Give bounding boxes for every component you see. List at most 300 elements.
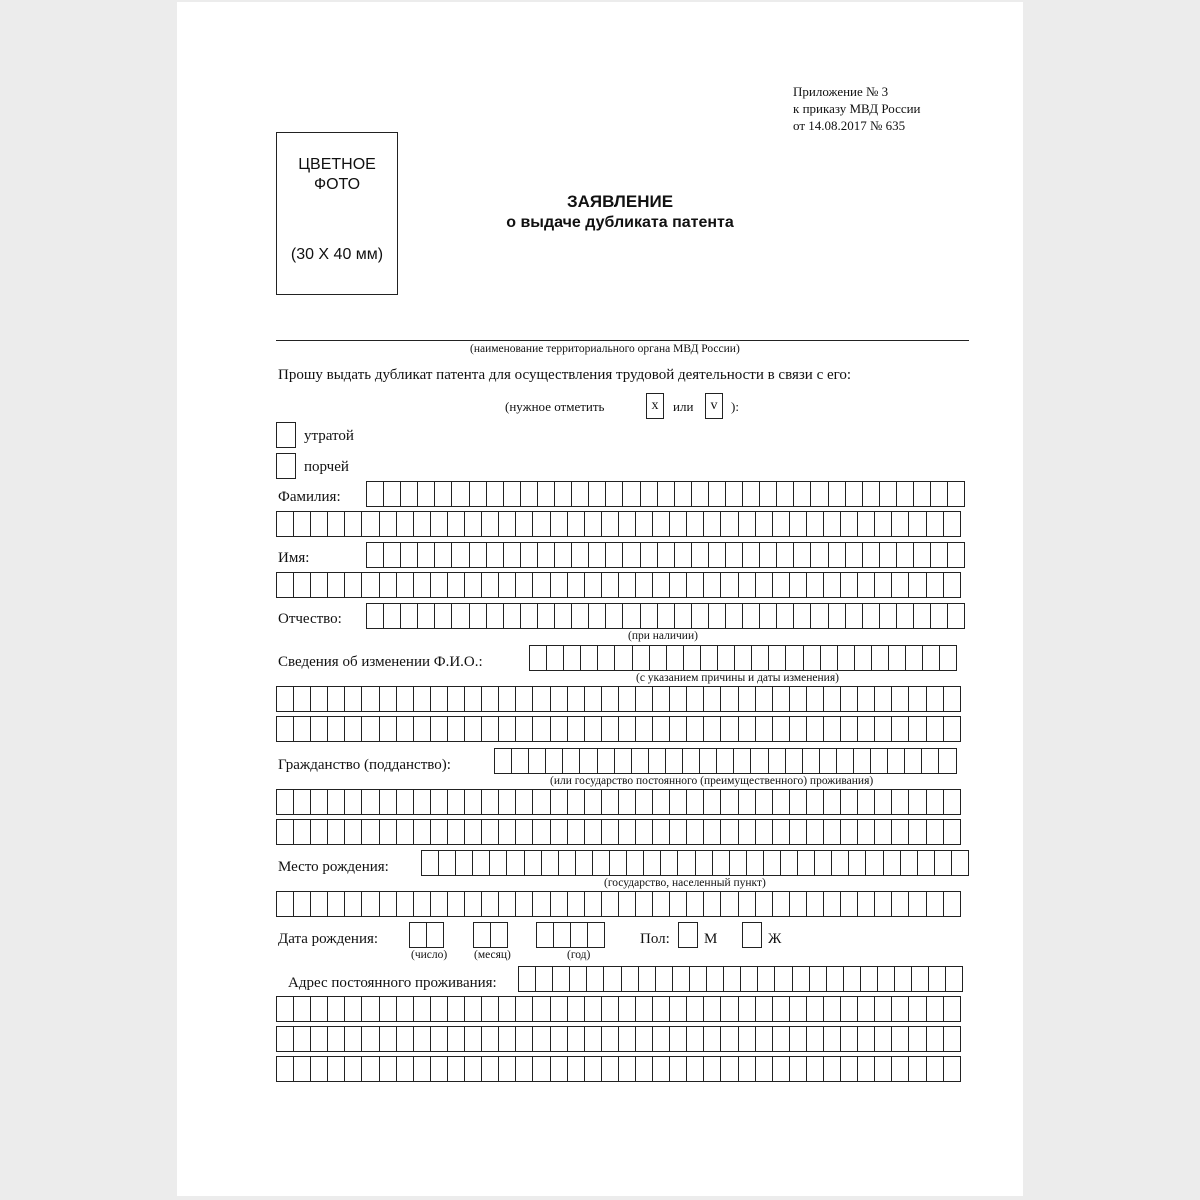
- char-cell[interactable]: [756, 996, 773, 1022]
- char-cell[interactable]: [568, 511, 585, 537]
- char-cell[interactable]: [670, 819, 687, 845]
- char-cell[interactable]: [704, 819, 721, 845]
- char-cell[interactable]: [824, 572, 841, 598]
- char-cell[interactable]: [909, 891, 926, 917]
- char-cell[interactable]: [952, 850, 969, 876]
- char-cell[interactable]: [345, 1056, 362, 1082]
- char-cell[interactable]: [855, 645, 872, 671]
- char-cell[interactable]: [619, 1026, 636, 1052]
- char-cell[interactable]: [482, 686, 499, 712]
- address-cells-1[interactable]: [518, 966, 963, 992]
- char-cell[interactable]: [687, 789, 704, 815]
- char-cell[interactable]: [362, 1056, 379, 1082]
- char-cell[interactable]: [448, 572, 465, 598]
- char-cell[interactable]: [452, 542, 469, 568]
- surname-cells-1[interactable]: [366, 481, 965, 507]
- char-cell[interactable]: [487, 603, 504, 629]
- char-cell[interactable]: [912, 966, 929, 992]
- char-cell[interactable]: [345, 996, 362, 1022]
- char-cell[interactable]: [709, 603, 726, 629]
- char-cell[interactable]: [551, 891, 568, 917]
- char-cell[interactable]: [551, 789, 568, 815]
- char-cell[interactable]: [807, 572, 824, 598]
- char-cell[interactable]: [849, 850, 866, 876]
- char-cell[interactable]: [777, 481, 794, 507]
- char-cell[interactable]: [482, 891, 499, 917]
- char-cell[interactable]: [824, 686, 841, 712]
- char-cell[interactable]: [482, 1026, 499, 1052]
- char-cell[interactable]: [397, 1056, 414, 1082]
- char-cell[interactable]: [721, 511, 738, 537]
- char-cell[interactable]: [687, 819, 704, 845]
- char-cell[interactable]: [718, 645, 735, 671]
- char-cell[interactable]: [704, 789, 721, 815]
- char-cell[interactable]: [760, 603, 777, 629]
- char-cell[interactable]: [670, 789, 687, 815]
- char-cell[interactable]: [362, 686, 379, 712]
- char-cell[interactable]: [653, 996, 670, 1022]
- char-cell[interactable]: [525, 850, 542, 876]
- char-cell[interactable]: [897, 542, 914, 568]
- char-cell[interactable]: [841, 891, 858, 917]
- char-cell[interactable]: [572, 481, 589, 507]
- char-cell[interactable]: [568, 891, 585, 917]
- char-cell[interactable]: [311, 891, 328, 917]
- char-cell[interactable]: [589, 481, 606, 507]
- char-cell[interactable]: [397, 789, 414, 815]
- char-cell[interactable]: [667, 645, 684, 671]
- char-cell[interactable]: [414, 716, 431, 742]
- sex-female-checkbox[interactable]: [742, 922, 762, 948]
- char-cell[interactable]: [277, 572, 294, 598]
- char-cell[interactable]: [944, 1056, 961, 1082]
- char-cell[interactable]: [721, 891, 738, 917]
- char-cell[interactable]: [858, 511, 875, 537]
- char-cell[interactable]: [875, 1026, 892, 1052]
- char-cell[interactable]: [380, 789, 397, 815]
- char-cell[interactable]: [551, 1026, 568, 1052]
- char-cell[interactable]: [739, 996, 756, 1022]
- char-cell[interactable]: [790, 996, 807, 1022]
- char-cell[interactable]: [367, 481, 384, 507]
- char-cell[interactable]: [487, 542, 504, 568]
- char-cell[interactable]: [653, 511, 670, 537]
- char-cell[interactable]: [380, 511, 397, 537]
- char-cell[interactable]: [367, 603, 384, 629]
- char-cell[interactable]: [362, 996, 379, 1022]
- char-cell[interactable]: [581, 645, 598, 671]
- char-cell[interactable]: [311, 686, 328, 712]
- char-cell[interactable]: [619, 1056, 636, 1082]
- char-cell[interactable]: [641, 603, 658, 629]
- char-cell[interactable]: [482, 996, 499, 1022]
- char-cell[interactable]: [739, 789, 756, 815]
- char-cell[interactable]: [773, 819, 790, 845]
- char-cell[interactable]: [692, 481, 709, 507]
- char-cell[interactable]: [735, 645, 752, 671]
- char-cell[interactable]: [884, 850, 901, 876]
- char-cell[interactable]: [670, 1056, 687, 1082]
- char-cell[interactable]: [551, 686, 568, 712]
- char-cell[interactable]: [892, 572, 909, 598]
- char-cell[interactable]: [940, 645, 957, 671]
- char-cell[interactable]: [687, 511, 704, 537]
- char-cell[interactable]: [670, 1026, 687, 1052]
- char-cell[interactable]: [499, 819, 516, 845]
- reason-damage-checkbox[interactable]: [276, 453, 296, 479]
- char-cell[interactable]: [551, 996, 568, 1022]
- char-cell[interactable]: [687, 1056, 704, 1082]
- char-cell[interactable]: [585, 996, 602, 1022]
- char-cell[interactable]: [841, 511, 858, 537]
- char-cell[interactable]: [414, 572, 431, 598]
- char-cell[interactable]: [448, 996, 465, 1022]
- char-cell[interactable]: [769, 645, 786, 671]
- char-cell[interactable]: [704, 572, 721, 598]
- char-cell[interactable]: [639, 966, 656, 992]
- address-cells-4[interactable]: [276, 1056, 961, 1082]
- char-cell[interactable]: [700, 748, 717, 774]
- char-cell[interactable]: [687, 996, 704, 1022]
- char-cell[interactable]: [875, 686, 892, 712]
- char-cell[interactable]: [807, 891, 824, 917]
- char-cell[interactable]: [431, 789, 448, 815]
- char-cell[interactable]: [807, 819, 824, 845]
- char-cell[interactable]: [909, 511, 926, 537]
- char-cell[interactable]: [504, 542, 521, 568]
- char-cell[interactable]: [622, 966, 639, 992]
- char-cell[interactable]: [397, 996, 414, 1022]
- char-cell[interactable]: [909, 686, 926, 712]
- char-cell[interactable]: [790, 1026, 807, 1052]
- char-cell[interactable]: [418, 542, 435, 568]
- char-cell[interactable]: [580, 748, 597, 774]
- char-cell[interactable]: [499, 1026, 516, 1052]
- char-cell[interactable]: [397, 819, 414, 845]
- char-cell[interactable]: [914, 542, 931, 568]
- char-cell[interactable]: [311, 572, 328, 598]
- char-cell[interactable]: [482, 716, 499, 742]
- char-cell[interactable]: [858, 819, 875, 845]
- char-cell[interactable]: [675, 603, 692, 629]
- char-cell[interactable]: [537, 922, 554, 948]
- char-cell[interactable]: [516, 819, 533, 845]
- char-cell[interactable]: [690, 966, 707, 992]
- char-cell[interactable]: [414, 891, 431, 917]
- char-cell[interactable]: [944, 511, 961, 537]
- char-cell[interactable]: [277, 1056, 294, 1082]
- char-cell[interactable]: [807, 1056, 824, 1082]
- char-cell[interactable]: [533, 789, 550, 815]
- char-cell[interactable]: [888, 748, 905, 774]
- char-cell[interactable]: [277, 511, 294, 537]
- char-cell[interactable]: [602, 716, 619, 742]
- char-cell[interactable]: [538, 481, 555, 507]
- char-cell[interactable]: [422, 850, 439, 876]
- char-cell[interactable]: [448, 819, 465, 845]
- char-cell[interactable]: [465, 1056, 482, 1082]
- char-cell[interactable]: [516, 1056, 533, 1082]
- char-cell[interactable]: [516, 789, 533, 815]
- char-cell[interactable]: [931, 542, 948, 568]
- char-cell[interactable]: [465, 572, 482, 598]
- char-cell[interactable]: [448, 716, 465, 742]
- char-cell[interactable]: [516, 1026, 533, 1052]
- char-cell[interactable]: [362, 572, 379, 598]
- char-cell[interactable]: [294, 789, 311, 815]
- char-cell[interactable]: [568, 996, 585, 1022]
- char-cell[interactable]: [448, 686, 465, 712]
- char-cell[interactable]: [687, 716, 704, 742]
- char-cell[interactable]: [948, 603, 965, 629]
- char-cell[interactable]: [623, 481, 640, 507]
- char-cell[interactable]: [775, 966, 792, 992]
- char-cell[interactable]: [794, 481, 811, 507]
- char-cell[interactable]: [470, 481, 487, 507]
- char-cell[interactable]: [277, 789, 294, 815]
- char-cell[interactable]: [760, 542, 777, 568]
- char-cell[interactable]: [294, 511, 311, 537]
- char-cell[interactable]: [448, 1026, 465, 1052]
- char-cell[interactable]: [606, 481, 623, 507]
- char-cell[interactable]: [649, 748, 666, 774]
- char-cell[interactable]: [538, 542, 555, 568]
- char-cell[interactable]: [414, 819, 431, 845]
- char-cell[interactable]: [512, 748, 529, 774]
- char-cell[interactable]: [794, 603, 811, 629]
- char-cell[interactable]: [499, 572, 516, 598]
- char-cell[interactable]: [739, 511, 756, 537]
- char-cell[interactable]: [721, 572, 738, 598]
- char-cell[interactable]: [756, 789, 773, 815]
- char-cell[interactable]: [811, 603, 828, 629]
- char-cell[interactable]: [844, 966, 861, 992]
- char-cell[interactable]: [362, 1026, 379, 1052]
- char-cell[interactable]: [922, 748, 939, 774]
- char-cell[interactable]: [927, 819, 944, 845]
- char-cell[interactable]: [824, 891, 841, 917]
- char-cell[interactable]: [435, 481, 452, 507]
- char-cell[interactable]: [841, 716, 858, 742]
- char-cell[interactable]: [704, 891, 721, 917]
- char-cell[interactable]: [650, 645, 667, 671]
- char-cell[interactable]: [610, 850, 627, 876]
- char-cell[interactable]: [465, 819, 482, 845]
- char-cell[interactable]: [895, 966, 912, 992]
- char-cell[interactable]: [553, 966, 570, 992]
- char-cell[interactable]: [414, 1026, 431, 1052]
- char-cell[interactable]: [653, 686, 670, 712]
- char-cell[interactable]: [482, 511, 499, 537]
- char-cell[interactable]: [829, 542, 846, 568]
- char-cell[interactable]: [758, 966, 775, 992]
- char-cell[interactable]: [465, 511, 482, 537]
- char-cell[interactable]: [482, 572, 499, 598]
- char-cell[interactable]: [536, 966, 553, 992]
- char-cell[interactable]: [602, 1056, 619, 1082]
- char-cell[interactable]: [743, 481, 760, 507]
- char-cell[interactable]: [551, 716, 568, 742]
- name-change-cells-1[interactable]: [529, 645, 957, 671]
- char-cell[interactable]: [692, 603, 709, 629]
- char-cell[interactable]: [546, 748, 563, 774]
- char-cell[interactable]: [602, 996, 619, 1022]
- char-cell[interactable]: [875, 716, 892, 742]
- address-cells-2[interactable]: [276, 996, 961, 1022]
- char-cell[interactable]: [875, 996, 892, 1022]
- char-cell[interactable]: [875, 891, 892, 917]
- char-cell[interactable]: [794, 542, 811, 568]
- char-cell[interactable]: [636, 996, 653, 1022]
- char-cell[interactable]: [858, 891, 875, 917]
- char-cell[interactable]: [892, 996, 909, 1022]
- char-cell[interactable]: [615, 748, 632, 774]
- char-cell[interactable]: [380, 686, 397, 712]
- char-cell[interactable]: [777, 603, 794, 629]
- char-cell[interactable]: [909, 1026, 926, 1052]
- char-cell[interactable]: [636, 1056, 653, 1082]
- char-cell[interactable]: [696, 850, 713, 876]
- char-cell[interactable]: [914, 603, 931, 629]
- char-cell[interactable]: [653, 572, 670, 598]
- char-cell[interactable]: [380, 1056, 397, 1082]
- char-cell[interactable]: [328, 572, 345, 598]
- char-cell[interactable]: [790, 819, 807, 845]
- char-cell[interactable]: [619, 686, 636, 712]
- char-cell[interactable]: [673, 966, 690, 992]
- char-cell[interactable]: [773, 996, 790, 1022]
- char-cell[interactable]: [721, 1056, 738, 1082]
- char-cell[interactable]: [846, 481, 863, 507]
- char-cell[interactable]: [623, 603, 640, 629]
- char-cell[interactable]: [927, 789, 944, 815]
- char-cell[interactable]: [530, 645, 547, 671]
- char-cell[interactable]: [555, 542, 572, 568]
- birth-month-cells[interactable]: [473, 922, 508, 948]
- char-cell[interactable]: [918, 850, 935, 876]
- char-cell[interactable]: [892, 511, 909, 537]
- char-cell[interactable]: [516, 996, 533, 1022]
- char-cell[interactable]: [452, 603, 469, 629]
- char-cell[interactable]: [807, 686, 824, 712]
- char-cell[interactable]: [602, 1026, 619, 1052]
- char-cell[interactable]: [653, 789, 670, 815]
- char-cell[interactable]: [756, 572, 773, 598]
- char-cell[interactable]: [367, 542, 384, 568]
- char-cell[interactable]: [704, 686, 721, 712]
- char-cell[interactable]: [880, 481, 897, 507]
- char-cell[interactable]: [345, 511, 362, 537]
- char-cell[interactable]: [589, 603, 606, 629]
- char-cell[interactable]: [397, 686, 414, 712]
- char-cell[interactable]: [897, 481, 914, 507]
- char-cell[interactable]: [345, 1026, 362, 1052]
- char-cell[interactable]: [499, 1056, 516, 1082]
- char-cell[interactable]: [533, 891, 550, 917]
- char-cell[interactable]: [892, 686, 909, 712]
- char-cell[interactable]: [551, 511, 568, 537]
- char-cell[interactable]: [790, 716, 807, 742]
- char-cell[interactable]: [397, 572, 414, 598]
- char-cell[interactable]: [777, 542, 794, 568]
- char-cell[interactable]: [948, 481, 965, 507]
- char-cell[interactable]: [905, 748, 922, 774]
- char-cell[interactable]: [824, 819, 841, 845]
- char-cell[interactable]: [807, 789, 824, 815]
- char-cell[interactable]: [837, 748, 854, 774]
- char-cell[interactable]: [495, 748, 512, 774]
- char-cell[interactable]: [499, 891, 516, 917]
- char-cell[interactable]: [568, 819, 585, 845]
- char-cell[interactable]: [927, 1056, 944, 1082]
- char-cell[interactable]: [786, 645, 803, 671]
- char-cell[interactable]: [726, 603, 743, 629]
- char-cell[interactable]: [482, 789, 499, 815]
- char-cell[interactable]: [615, 645, 632, 671]
- char-cell[interactable]: [804, 645, 821, 671]
- char-cell[interactable]: [619, 572, 636, 598]
- char-cell[interactable]: [311, 1026, 328, 1052]
- char-cell[interactable]: [593, 850, 610, 876]
- char-cell[interactable]: [636, 891, 653, 917]
- char-cell[interactable]: [431, 686, 448, 712]
- char-cell[interactable]: [807, 716, 824, 742]
- char-cell[interactable]: [858, 686, 875, 712]
- char-cell[interactable]: [815, 850, 832, 876]
- char-cell[interactable]: [397, 716, 414, 742]
- char-cell[interactable]: [448, 511, 465, 537]
- char-cell[interactable]: [602, 819, 619, 845]
- char-cell[interactable]: [585, 891, 602, 917]
- char-cell[interactable]: [892, 819, 909, 845]
- char-cell[interactable]: [585, 1056, 602, 1082]
- char-cell[interactable]: [909, 572, 926, 598]
- char-cell[interactable]: [572, 603, 589, 629]
- char-cell[interactable]: [328, 716, 345, 742]
- char-cell[interactable]: [551, 572, 568, 598]
- char-cell[interactable]: [533, 819, 550, 845]
- char-cell[interactable]: [414, 511, 431, 537]
- char-cell[interactable]: [653, 716, 670, 742]
- char-cell[interactable]: [670, 716, 687, 742]
- char-cell[interactable]: [294, 716, 311, 742]
- char-cell[interactable]: [427, 922, 444, 948]
- char-cell[interactable]: [499, 511, 516, 537]
- char-cell[interactable]: [636, 686, 653, 712]
- char-cell[interactable]: [824, 996, 841, 1022]
- char-cell[interactable]: [568, 1056, 585, 1082]
- char-cell[interactable]: [751, 748, 768, 774]
- char-cell[interactable]: [707, 966, 724, 992]
- char-cell[interactable]: [790, 789, 807, 815]
- char-cell[interactable]: [401, 481, 418, 507]
- char-cell[interactable]: [311, 996, 328, 1022]
- char-cell[interactable]: [431, 1026, 448, 1052]
- char-cell[interactable]: [811, 481, 828, 507]
- char-cell[interactable]: [487, 481, 504, 507]
- char-cell[interactable]: [551, 819, 568, 845]
- char-cell[interactable]: [606, 603, 623, 629]
- char-cell[interactable]: [418, 603, 435, 629]
- char-cell[interactable]: [841, 789, 858, 815]
- char-cell[interactable]: [521, 481, 538, 507]
- char-cell[interactable]: [533, 996, 550, 1022]
- char-cell[interactable]: [846, 542, 863, 568]
- birth-day-cells[interactable]: [409, 922, 444, 948]
- char-cell[interactable]: [687, 891, 704, 917]
- char-cell[interactable]: [345, 572, 362, 598]
- char-cell[interactable]: [927, 716, 944, 742]
